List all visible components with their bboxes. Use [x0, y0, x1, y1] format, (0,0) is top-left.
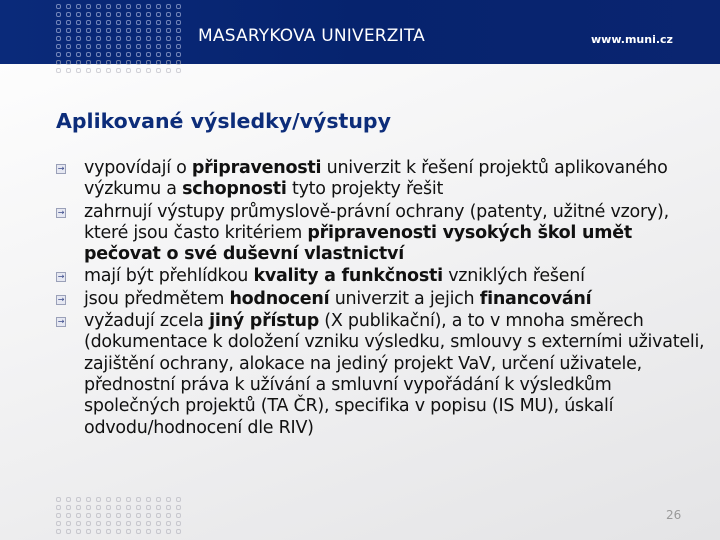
dot-decoration — [56, 513, 61, 518]
dot-decoration — [166, 505, 171, 510]
dot-decoration — [126, 505, 131, 510]
dot-decoration — [176, 20, 181, 25]
dot-decoration — [146, 52, 151, 57]
dot-pattern-decoration — [56, 4, 186, 76]
dot-decoration — [66, 12, 71, 17]
dot-decoration — [136, 20, 141, 25]
dot-decoration — [156, 52, 161, 57]
dot-decoration — [126, 513, 131, 518]
dot-decoration — [136, 60, 141, 65]
dot-decoration — [136, 12, 141, 17]
dot-decoration — [116, 52, 121, 57]
dot-decoration — [86, 4, 91, 9]
dot-decoration — [86, 44, 91, 49]
dot-decoration — [116, 44, 121, 49]
dot-decoration — [146, 44, 151, 49]
dot-decoration — [116, 68, 121, 73]
bullet-item — [56, 158, 706, 201]
dot-decoration — [136, 44, 141, 49]
dot-decoration — [126, 44, 131, 49]
slide-title: Aplikované výsledky/výstupy — [56, 109, 391, 133]
dot-decoration — [176, 497, 181, 502]
bullet-text: jsou předmětem — [84, 288, 230, 309]
dot-decoration — [86, 60, 91, 65]
dot-decoration — [166, 52, 171, 57]
dot-decoration — [56, 521, 61, 526]
dot-decoration — [176, 12, 181, 17]
dot-decoration — [166, 36, 171, 41]
dot-decoration — [166, 28, 171, 33]
dot-decoration — [56, 529, 61, 534]
dot-decoration — [76, 20, 81, 25]
dot-decoration — [126, 497, 131, 502]
arrow-box-icon: → — [57, 207, 65, 217]
bullet-text: vypovídají o — [84, 158, 192, 178]
dot-decoration — [66, 505, 71, 510]
dot-decoration — [56, 20, 61, 25]
dot-decoration — [126, 60, 131, 65]
dot-decoration — [126, 521, 131, 526]
bullet-item — [56, 311, 706, 439]
dot-decoration — [56, 68, 61, 73]
dot-decoration — [76, 28, 81, 33]
dot-decoration — [146, 4, 151, 9]
dot-decoration — [116, 513, 121, 518]
dot-decoration — [76, 529, 81, 534]
dot-decoration — [156, 513, 161, 518]
dot-decoration — [66, 497, 71, 502]
dot-decoration — [106, 4, 111, 9]
dot-decoration — [126, 20, 131, 25]
dot-decoration — [126, 68, 131, 73]
dot-decoration — [116, 497, 121, 502]
dot-decoration — [106, 44, 111, 49]
dot-decoration — [86, 529, 91, 534]
dot-decoration — [96, 12, 101, 17]
dot-decoration — [146, 60, 151, 65]
dot-decoration — [66, 60, 71, 65]
dot-decoration — [76, 44, 81, 49]
dot-decoration — [56, 44, 61, 49]
dot-decoration — [56, 28, 61, 33]
dot-decoration — [106, 513, 111, 518]
dot-decoration — [126, 52, 131, 57]
bullet-text-bold: jiný přístup — [209, 311, 319, 332]
dot-decoration — [66, 521, 71, 526]
dot-decoration — [166, 12, 171, 17]
dot-decoration — [136, 521, 141, 526]
dot-decoration — [176, 505, 181, 510]
dot-decoration — [116, 60, 121, 65]
dot-decoration — [176, 513, 181, 518]
dot-decoration — [156, 497, 161, 502]
dot-decoration — [66, 513, 71, 518]
dot-decoration — [106, 12, 111, 17]
bullet-text: univerzit k řešení projektů aplikovaného výzkumu a — [84, 158, 668, 200]
dot-decoration — [96, 60, 101, 65]
dot-decoration — [106, 68, 111, 73]
dot-decoration — [136, 28, 141, 33]
dot-decoration — [176, 28, 181, 33]
dot-decoration — [156, 68, 161, 73]
dot-decoration — [126, 12, 131, 17]
dot-decoration — [96, 521, 101, 526]
dot-decoration — [76, 505, 81, 510]
dot-decoration — [136, 68, 141, 73]
dot-decoration — [156, 12, 161, 17]
bullet-text: vyžadují zcela — [84, 311, 210, 332]
dot-decoration — [156, 4, 161, 9]
dot-decoration — [66, 529, 71, 534]
dot-pattern-decoration-bottom — [56, 497, 186, 537]
dot-decoration — [156, 20, 161, 25]
page-number: 26 — [666, 508, 682, 522]
bullet-text-bold: schopnosti — [182, 179, 287, 200]
dot-decoration — [86, 20, 91, 25]
dot-decoration — [156, 521, 161, 526]
dot-decoration — [146, 497, 151, 502]
dot-decoration — [166, 68, 171, 73]
dot-decoration — [76, 513, 81, 518]
dot-decoration — [176, 44, 181, 49]
dot-decoration — [86, 12, 91, 17]
dot-decoration — [136, 4, 141, 9]
dot-decoration — [166, 529, 171, 534]
dot-decoration — [56, 36, 61, 41]
arrow-box-icon: → — [57, 317, 65, 327]
dot-decoration — [56, 52, 61, 57]
dot-decoration — [96, 20, 101, 25]
dot-decoration — [76, 52, 81, 57]
dot-decoration — [156, 36, 161, 41]
dot-decoration — [56, 4, 61, 9]
dot-decoration — [106, 52, 111, 57]
dot-decoration — [96, 513, 101, 518]
dot-decoration — [66, 28, 71, 33]
dot-decoration — [156, 505, 161, 510]
dot-decoration — [86, 28, 91, 33]
dot-decoration — [136, 497, 141, 502]
bullet-item — [56, 266, 706, 287]
dot-decoration — [106, 497, 111, 502]
bullet-text-bold: financování — [479, 288, 592, 309]
dot-decoration — [96, 505, 101, 510]
dot-decoration — [96, 52, 101, 57]
dot-decoration — [66, 52, 71, 57]
dot-decoration — [126, 28, 131, 33]
dot-decoration — [86, 505, 91, 510]
arrow-box-icon: → — [57, 164, 65, 173]
dot-decoration — [96, 4, 101, 9]
dot-decoration — [86, 497, 91, 502]
dot-decoration — [106, 505, 111, 510]
dot-decoration — [96, 36, 101, 41]
dot-decoration — [166, 497, 171, 502]
dot-decoration — [86, 521, 91, 526]
dot-decoration — [66, 36, 71, 41]
dot-decoration — [136, 529, 141, 534]
dot-decoration — [76, 60, 81, 65]
dot-decoration — [156, 44, 161, 49]
dot-decoration — [126, 4, 131, 9]
dot-decoration — [166, 4, 171, 9]
dot-decoration — [76, 521, 81, 526]
dot-decoration — [116, 12, 121, 17]
dot-decoration — [146, 36, 151, 41]
dot-decoration — [116, 36, 121, 41]
dot-decoration — [166, 20, 171, 25]
bullet-text-bold: kvality a funkčnosti — [253, 266, 443, 287]
bullet-item — [56, 289, 706, 310]
dot-decoration — [146, 513, 151, 518]
dot-decoration — [96, 68, 101, 73]
dot-decoration — [156, 28, 161, 33]
dot-decoration — [116, 505, 121, 510]
dot-decoration — [96, 28, 101, 33]
dot-decoration — [176, 4, 181, 9]
bullet-list — [56, 158, 706, 440]
dot-decoration — [76, 497, 81, 502]
dot-decoration — [146, 12, 151, 17]
dot-decoration — [116, 4, 121, 9]
dot-decoration — [146, 68, 151, 73]
dot-decoration — [76, 12, 81, 17]
dot-decoration — [146, 28, 151, 33]
dot-decoration — [76, 4, 81, 9]
arrow-box-icon: → — [57, 294, 65, 304]
bullet-text-bold: připravenosti — [191, 158, 322, 178]
dot-decoration — [116, 521, 121, 526]
bullet-text-bold: připravenosti vysokých škol umět pečovat o své duševní vlastnictví — [84, 222, 632, 265]
bullet-text: (X publikační), a to v mnoha směrech (dokumentace k doložení vzniku výsledku, smlouvy s externími uživateli, zajištění ochrany, alokace na jediný projekt VaV, určení uživatele, přednostní práva k užívání a smluvní vypořádání k výsledkům společných projektů (TA ČR), specifika v popisu (IS MU), úskalí odvodu/hodnocení dle RIV) — [84, 311, 705, 438]
dot-decoration — [126, 529, 131, 534]
dot-decoration — [56, 505, 61, 510]
bullet-text: univerzit a jejich — [329, 288, 480, 309]
dot-decoration — [176, 36, 181, 41]
dot-decoration — [156, 60, 161, 65]
dot-decoration — [76, 36, 81, 41]
dot-decoration — [176, 529, 181, 534]
dot-decoration — [166, 44, 171, 49]
arrow-box-icon: → — [57, 272, 65, 282]
dot-decoration — [106, 36, 111, 41]
dot-decoration — [56, 12, 61, 17]
dot-decoration — [176, 52, 181, 57]
dot-decoration — [66, 44, 71, 49]
bullet-text: tyto projekty řešit — [286, 179, 444, 200]
dot-decoration — [106, 28, 111, 33]
dot-decoration — [96, 497, 101, 502]
dot-decoration — [166, 60, 171, 65]
dot-decoration — [116, 529, 121, 534]
dot-decoration — [106, 529, 111, 534]
dot-decoration — [66, 4, 71, 9]
dot-decoration — [146, 521, 151, 526]
dot-decoration — [176, 60, 181, 65]
bullet-text: zahrnují výstupy průmyslově-právní ochrany (patenty, užitné vzory), které jsou často kritériem — [84, 201, 669, 243]
dot-decoration — [136, 505, 141, 510]
dot-decoration — [96, 44, 101, 49]
dot-decoration — [106, 521, 111, 526]
dot-decoration — [96, 529, 101, 534]
dot-decoration — [166, 513, 171, 518]
bullet-text-bold: hodnocení — [229, 288, 330, 309]
website-url: www.muni.cz — [591, 33, 673, 46]
dot-decoration — [86, 52, 91, 57]
header-banner — [0, 0, 720, 64]
dot-decoration — [116, 28, 121, 33]
dot-decoration — [56, 497, 61, 502]
university-name: MASARYKOVA UNIVERZITA — [198, 26, 425, 46]
dot-decoration — [76, 68, 81, 73]
dot-decoration — [146, 20, 151, 25]
dot-decoration — [176, 68, 181, 73]
bullet-item — [56, 202, 706, 266]
dot-decoration — [66, 68, 71, 73]
dot-decoration — [136, 513, 141, 518]
dot-decoration — [106, 20, 111, 25]
dot-decoration — [146, 505, 151, 510]
dot-decoration — [86, 36, 91, 41]
bullet-text: vzniklých řešení — [442, 266, 585, 287]
dot-decoration — [126, 36, 131, 41]
dot-decoration — [146, 529, 151, 534]
dot-decoration — [66, 20, 71, 25]
dot-decoration — [116, 20, 121, 25]
dot-decoration — [106, 60, 111, 65]
dot-decoration — [156, 529, 161, 534]
dot-decoration — [86, 68, 91, 73]
dot-decoration — [176, 521, 181, 526]
dot-decoration — [136, 52, 141, 57]
bullet-text: mají být přehlídkou — [84, 266, 254, 287]
dot-decoration — [136, 36, 141, 41]
dot-decoration — [166, 521, 171, 526]
dot-decoration — [56, 60, 61, 65]
dot-decoration — [86, 513, 91, 518]
